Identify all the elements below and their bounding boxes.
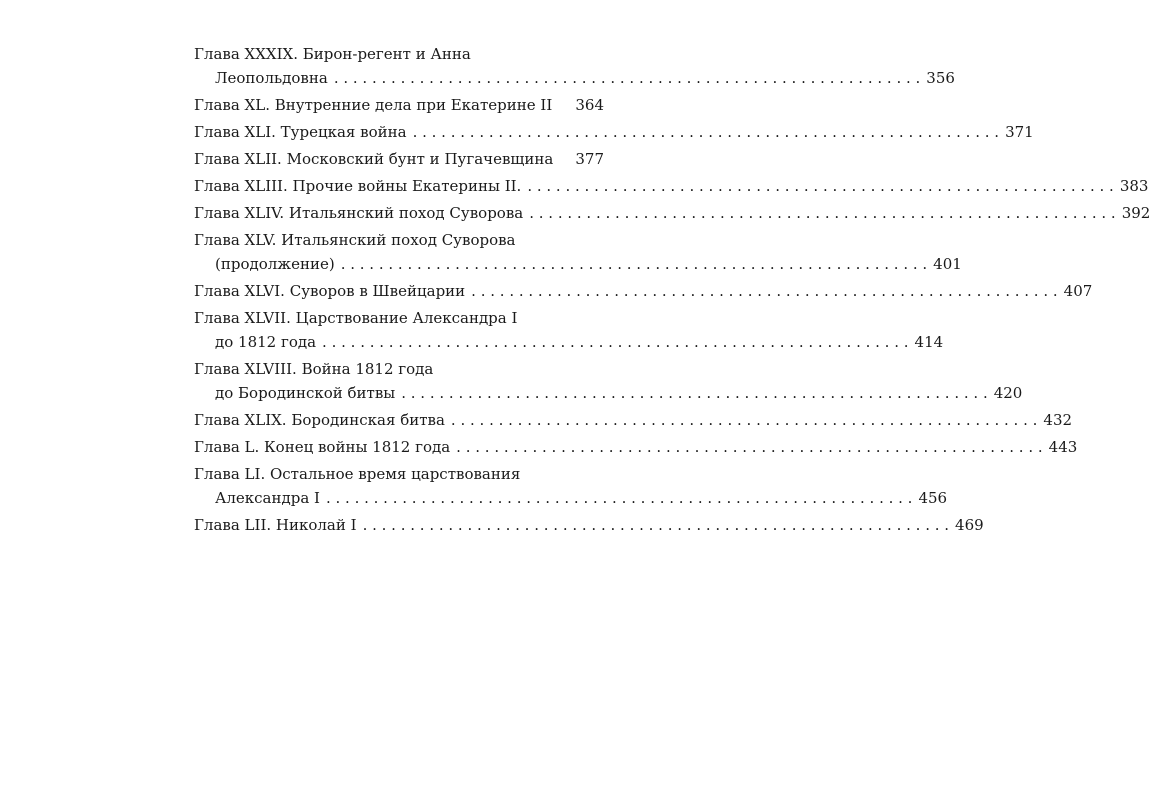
table-of-contents — [194, 42, 1150, 540]
toc-entry — [194, 93, 604, 117]
toc-page-number: 414 — [914, 333, 944, 351]
toc-entry — [194, 120, 1034, 144]
toc-page-number: 432 — [1043, 411, 1073, 429]
toc-line — [194, 66, 955, 90]
toc-chapter-title-continued: до 1812 года — [215, 333, 317, 351]
toc-page-number: 456 — [918, 489, 948, 507]
toc-chapter-title-continued: до Бородинской битвы — [215, 384, 396, 402]
dot-leader — [335, 252, 927, 276]
toc-line — [194, 174, 1149, 198]
toc-line — [194, 120, 1034, 144]
toc-page-number: 407 — [1063, 282, 1093, 300]
toc-chapter-title-continued: Леопольдовна — [215, 69, 328, 87]
toc-line — [194, 228, 604, 252]
toc-entry — [194, 513, 984, 537]
toc-chapter-title-continued: Александра I — [215, 489, 320, 507]
toc-entry — [194, 174, 1149, 198]
toc-page-number: 443 — [1048, 438, 1078, 456]
toc-line — [194, 381, 1023, 405]
toc-page-number: 383 — [1119, 177, 1149, 195]
toc-chapter-title: Глава XXXIX. Бирон-регент и Анна — [194, 45, 471, 63]
toc-line — [194, 252, 962, 276]
toc-chapter-title: Глава XLIV. Итальянский поход Суворова — [194, 204, 524, 222]
toc-entry — [194, 279, 1093, 303]
dot-leader — [521, 174, 1113, 198]
toc-entry — [194, 462, 948, 510]
toc-chapter-title: Глава XLIX. Бородинская битва — [194, 411, 445, 429]
toc-line — [194, 201, 1150, 225]
toc-line — [194, 306, 604, 330]
toc-entry — [194, 306, 944, 354]
toc-entry — [194, 147, 604, 171]
dot-leader — [407, 120, 999, 144]
toc-page-number: 469 — [955, 516, 984, 534]
toc-chapter-title: Глава XLVI. Суворов в Швейцарии — [194, 282, 466, 300]
dot-leader — [320, 486, 912, 510]
dot-leader — [445, 408, 1037, 432]
toc-entry — [194, 357, 1023, 405]
toc-line — [194, 93, 604, 117]
toc-page-number: 420 — [993, 384, 1023, 402]
toc-entry — [194, 201, 1150, 225]
toc-chapter-title: Глава XLII. Московский бунт и Пугачевщина — [194, 150, 554, 168]
toc-line — [194, 408, 1073, 432]
toc-page-number: 377 — [575, 150, 604, 168]
toc-chapter-title: Глава XLIII. Прочие войны Екатерины II. — [194, 177, 522, 195]
toc-page-number: 401 — [933, 255, 962, 273]
toc-line — [194, 462, 604, 486]
toc-line — [194, 486, 948, 510]
toc-chapter-title: Глава L. Конец войны 1812 года — [194, 438, 451, 456]
dot-leader — [357, 513, 949, 537]
toc-line — [194, 435, 1078, 459]
toc-entry — [194, 435, 1078, 459]
toc-chapter-title: Глава LII. Николай I — [194, 516, 357, 534]
toc-chapter-title-continued: (продолжение) — [215, 255, 335, 273]
toc-chapter-title: Глава XLVIII. Война 1812 года — [194, 360, 434, 378]
toc-chapter-title: Глава XL. Внутренние дела при Екатерине II — [194, 96, 553, 114]
toc-chapter-title: Глава XLVII. Царствование Александра I — [194, 309, 518, 327]
toc-line — [194, 42, 604, 66]
toc-chapter-title: Глава XLI. Турецкая война — [194, 123, 407, 141]
toc-page-number: 392 — [1121, 204, 1150, 222]
toc-line — [194, 279, 1093, 303]
dot-leader — [465, 279, 1057, 303]
dot-leader — [523, 201, 1115, 225]
dot-leader — [395, 381, 987, 405]
dot-leader — [316, 330, 908, 354]
toc-page-number: 364 — [575, 96, 604, 114]
toc-chapter-title: Глава XLV. Итальянский поход Суворова — [194, 231, 516, 249]
dot-leader — [450, 435, 1042, 459]
toc-line — [194, 513, 984, 537]
toc-page-number: 371 — [1005, 123, 1034, 141]
toc-entry — [194, 228, 962, 276]
dot-leader — [328, 66, 920, 90]
toc-line — [194, 357, 604, 381]
toc-line — [194, 330, 944, 354]
toc-line — [194, 147, 604, 171]
toc-page-number: 356 — [926, 69, 955, 87]
toc-chapter-title: Глава LI. Остальное время царствования — [194, 465, 521, 483]
toc-entry — [194, 408, 1073, 432]
toc-entry — [194, 42, 955, 90]
